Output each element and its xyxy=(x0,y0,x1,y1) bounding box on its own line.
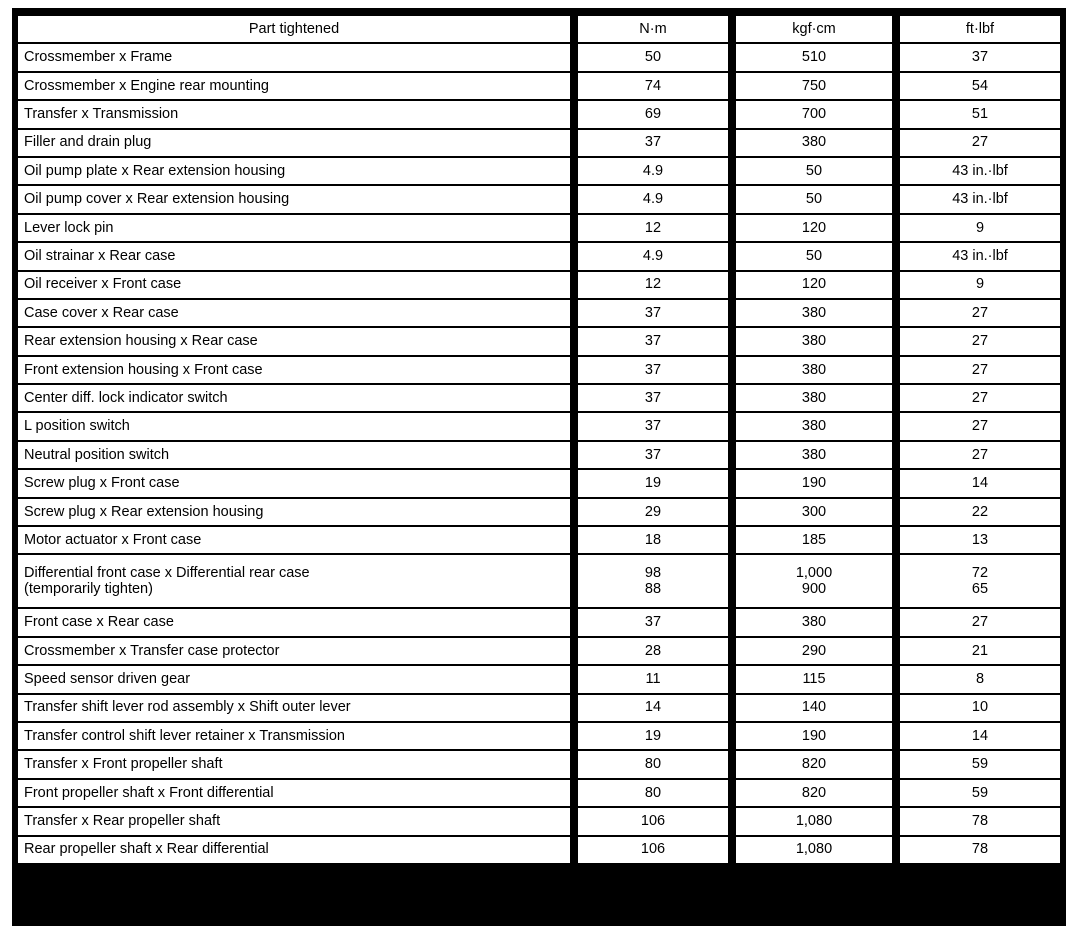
cell-part: Speed sensor driven gear xyxy=(18,665,574,693)
table-row xyxy=(18,271,1060,299)
cell-kgf: 120 xyxy=(732,214,896,242)
cell-part-line1: Differential front case x Differential rear case xyxy=(24,564,310,581)
cell-nm: 29 xyxy=(574,498,732,526)
cell-ft: 14 xyxy=(896,469,1060,497)
cell-nm xyxy=(574,554,732,608)
table-row xyxy=(18,242,1060,270)
cell-part: Neutral position switch xyxy=(18,441,574,469)
cell-part: Rear extension housing x Rear case xyxy=(18,327,574,355)
cell-part: Oil pump plate x Rear extension housing xyxy=(18,157,574,185)
cell-part: Oil strainar x Rear case xyxy=(18,242,574,270)
cell-kgf: 380 xyxy=(732,327,896,355)
table-row xyxy=(18,665,1060,693)
cell-nm: 37 xyxy=(574,299,732,327)
cell-nm: 37 xyxy=(574,412,732,440)
cell-nm: 11 xyxy=(574,665,732,693)
table-row xyxy=(18,694,1060,722)
cell-kgf: 700 xyxy=(732,100,896,128)
cell-part-line2: (temporarily tighten) xyxy=(24,581,153,598)
table-row xyxy=(18,412,1060,440)
cell-nm: 50 xyxy=(574,43,732,71)
cell-ft: 27 xyxy=(896,384,1060,412)
cell-part: Transfer x Rear propeller shaft xyxy=(18,807,574,835)
table-row xyxy=(18,554,1060,608)
cell-ft: 22 xyxy=(896,498,1060,526)
cell-part xyxy=(18,554,574,608)
cell-kgf: 140 xyxy=(732,694,896,722)
cell-nm: 28 xyxy=(574,637,732,665)
cell-nm: 69 xyxy=(574,100,732,128)
cell-ft: 78 xyxy=(896,836,1060,864)
cell-nm: 80 xyxy=(574,750,732,778)
cell-part: Oil receiver x Front case xyxy=(18,271,574,299)
table-row xyxy=(18,214,1060,242)
cell-nm: 4.9 xyxy=(574,185,732,213)
cell-kgf: 380 xyxy=(732,299,896,327)
cell-ft: 51 xyxy=(896,100,1060,128)
cell-nm: 12 xyxy=(574,214,732,242)
torque-spec-table xyxy=(18,14,1060,865)
table-row xyxy=(18,807,1060,835)
cell-part: Transfer shift lever rod assembly x Shift outer lever xyxy=(18,694,574,722)
cell-part: Screw plug x Rear extension housing xyxy=(18,498,574,526)
cell-ft: 27 xyxy=(896,327,1060,355)
table-row xyxy=(18,526,1060,554)
cell-ft: 27 xyxy=(896,129,1060,157)
cell-ft: 78 xyxy=(896,807,1060,835)
table-row xyxy=(18,441,1060,469)
header-kgf: kgf·cm xyxy=(732,15,896,43)
header-nm: N·m xyxy=(574,15,732,43)
cell-ft: 9 xyxy=(896,214,1060,242)
cell-kgf: 380 xyxy=(732,412,896,440)
cell-kgf: 190 xyxy=(732,722,896,750)
cell-part: L position switch xyxy=(18,412,574,440)
cell-kgf: 50 xyxy=(732,185,896,213)
cell-part: Crossmember x Engine rear mounting xyxy=(18,72,574,100)
cell-part: Crossmember x Transfer case protector xyxy=(18,637,574,665)
cell-ft: 37 xyxy=(896,43,1060,71)
cell-kgf: 380 xyxy=(732,608,896,636)
cell-nm: 37 xyxy=(574,129,732,157)
cell-kgf: 190 xyxy=(732,469,896,497)
cell-ft: 10 xyxy=(896,694,1060,722)
table-row xyxy=(18,469,1060,497)
cell-part: Transfer control shift lever retainer x Transmission xyxy=(18,722,574,750)
cell-ft: 14 xyxy=(896,722,1060,750)
table-body-upper xyxy=(18,43,1060,554)
cell-kgf: 290 xyxy=(732,637,896,665)
cell-kgf: 380 xyxy=(732,129,896,157)
cell-ft: 21 xyxy=(896,637,1060,665)
cell-part: Transfer x Front propeller shaft xyxy=(18,750,574,778)
table-row xyxy=(18,779,1060,807)
cell-nm: 19 xyxy=(574,469,732,497)
cell-ft: 27 xyxy=(896,412,1060,440)
cell-part: Filler and drain plug xyxy=(18,129,574,157)
cell-ft: 59 xyxy=(896,750,1060,778)
cell-kgf: 820 xyxy=(732,779,896,807)
cell-nm: 37 xyxy=(574,608,732,636)
cell-part: Front extension housing x Front case xyxy=(18,356,574,384)
cell-kgf-line1: 1,000 xyxy=(795,564,833,581)
cell-nm: 106 xyxy=(574,836,732,864)
cell-kgf: 50 xyxy=(732,157,896,185)
cell-ft: 13 xyxy=(896,526,1060,554)
table-row xyxy=(18,129,1060,157)
cell-ft: 27 xyxy=(896,299,1060,327)
table-row xyxy=(18,100,1060,128)
cell-kgf: 510 xyxy=(732,43,896,71)
cell-part: Rear propeller shaft x Rear differential xyxy=(18,836,574,864)
cell-nm: 37 xyxy=(574,384,732,412)
table-row xyxy=(18,637,1060,665)
table-row xyxy=(18,750,1060,778)
cell-kgf: 1,080 xyxy=(732,836,896,864)
cell-kgf: 380 xyxy=(732,356,896,384)
cell-ft: 59 xyxy=(896,779,1060,807)
cell-nm: 19 xyxy=(574,722,732,750)
cell-kgf: 120 xyxy=(732,271,896,299)
header-part: Part tightened xyxy=(18,15,574,43)
table-row xyxy=(18,327,1060,355)
cell-ft: 27 xyxy=(896,356,1060,384)
header-ft: ft·lbf xyxy=(896,15,1060,43)
cell-nm: 80 xyxy=(574,779,732,807)
cell-nm-line2: 88 xyxy=(644,581,662,598)
cell-part: Front propeller shaft x Front differential xyxy=(18,779,574,807)
cell-ft: 27 xyxy=(896,441,1060,469)
table-row xyxy=(18,43,1060,71)
table-row xyxy=(18,72,1060,100)
cell-part: Motor actuator x Front case xyxy=(18,526,574,554)
cell-nm: 14 xyxy=(574,694,732,722)
cell-kgf: 300 xyxy=(732,498,896,526)
cell-part: Front case x Rear case xyxy=(18,608,574,636)
cell-kgf: 380 xyxy=(732,441,896,469)
cell-part: Transfer x Transmission xyxy=(18,100,574,128)
cell-nm: 4.9 xyxy=(574,242,732,270)
cell-nm: 12 xyxy=(574,271,732,299)
cell-part: Screw plug x Front case xyxy=(18,469,574,497)
cell-kgf: 50 xyxy=(732,242,896,270)
cell-nm: 37 xyxy=(574,327,732,355)
table-row xyxy=(18,498,1060,526)
cell-ft: 43 in.·lbf xyxy=(896,185,1060,213)
table-row xyxy=(18,836,1060,864)
cell-kgf: 380 xyxy=(732,384,896,412)
cell-part: Case cover x Rear case xyxy=(18,299,574,327)
cell-ft-line1: 72 xyxy=(971,564,989,581)
table-row xyxy=(18,608,1060,636)
table-row xyxy=(18,722,1060,750)
table-row xyxy=(18,185,1060,213)
cell-kgf: 1,080 xyxy=(732,807,896,835)
cell-nm: 37 xyxy=(574,356,732,384)
table-row xyxy=(18,356,1060,384)
cell-nm: 106 xyxy=(574,807,732,835)
cell-kgf: 750 xyxy=(732,72,896,100)
cell-ft: 43 in.·lbf xyxy=(896,242,1060,270)
cell-ft: 43 in.·lbf xyxy=(896,157,1060,185)
cell-nm: 37 xyxy=(574,441,732,469)
cell-kgf xyxy=(732,554,896,608)
cell-nm: 4.9 xyxy=(574,157,732,185)
cell-nm-line1: 98 xyxy=(644,564,662,581)
cell-part: Center diff. lock indicator switch xyxy=(18,384,574,412)
table-row xyxy=(18,299,1060,327)
table-row xyxy=(18,384,1060,412)
cell-kgf-line2: 900 xyxy=(801,581,827,598)
cell-part: Lever lock pin xyxy=(18,214,574,242)
table-body-two-line xyxy=(18,554,1060,608)
cell-kgf: 185 xyxy=(732,526,896,554)
cell-ft: 27 xyxy=(896,608,1060,636)
cell-part: Crossmember x Frame xyxy=(18,43,574,71)
cell-ft-line2: 65 xyxy=(971,581,989,598)
cell-nm: 18 xyxy=(574,526,732,554)
cell-ft: 8 xyxy=(896,665,1060,693)
cell-ft: 54 xyxy=(896,72,1060,100)
cell-part: Oil pump cover x Rear extension housing xyxy=(18,185,574,213)
cell-kgf: 820 xyxy=(732,750,896,778)
table-body-lower xyxy=(18,608,1060,864)
cell-kgf: 115 xyxy=(732,665,896,693)
header-row xyxy=(18,15,1060,43)
cell-ft: 9 xyxy=(896,271,1060,299)
cell-nm: 74 xyxy=(574,72,732,100)
table-row xyxy=(18,157,1060,185)
cell-ft xyxy=(896,554,1060,608)
